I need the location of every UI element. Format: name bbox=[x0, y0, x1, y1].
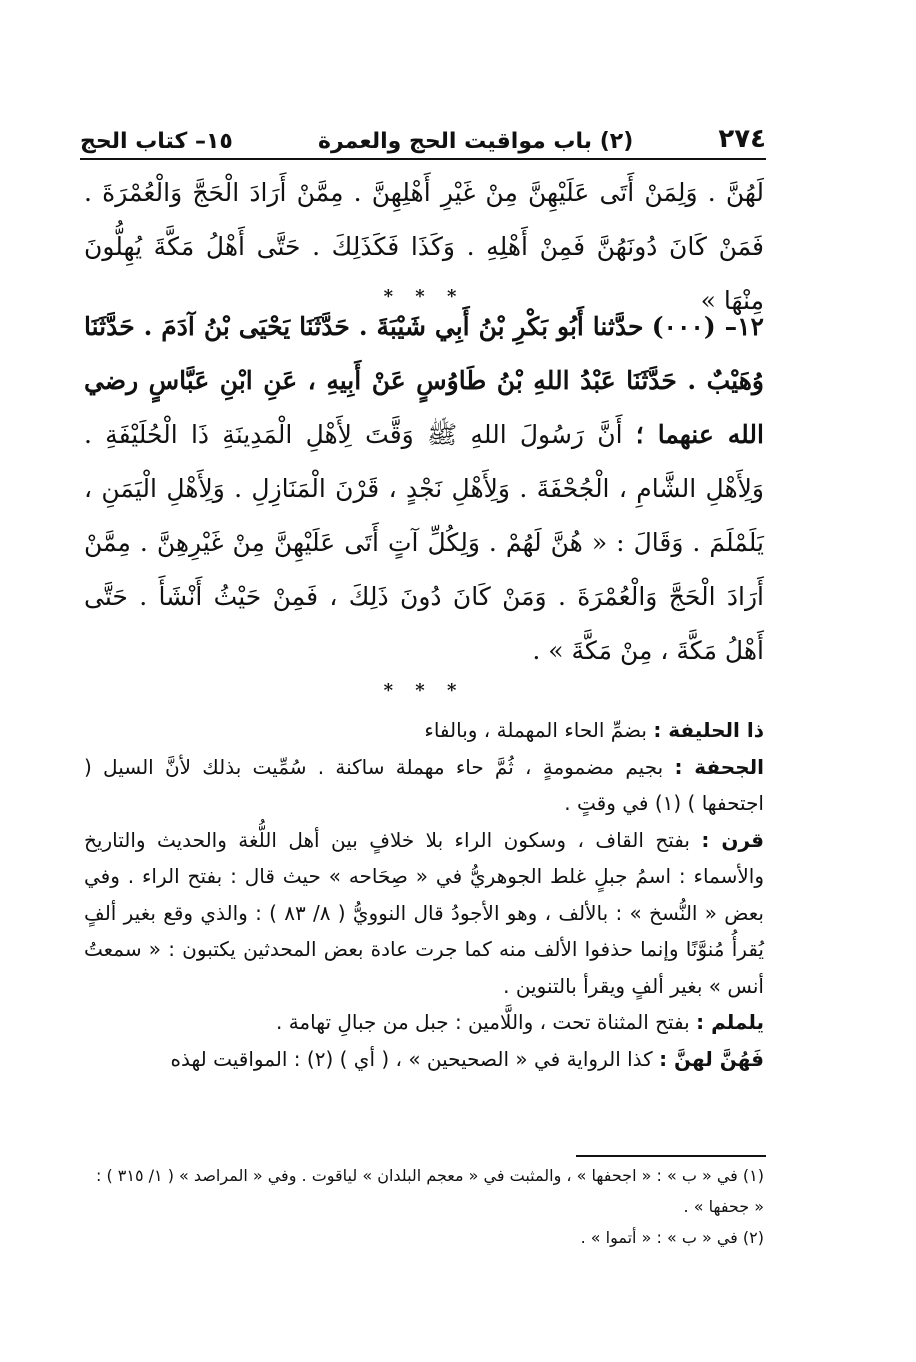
note-item bbox=[84, 712, 764, 749]
footnote-rule bbox=[576, 1155, 766, 1157]
note-text: بجيم مضمومةٍ ، ثُمَّ حاء مهملة ساكنة . سُمِّيت بذلك لأنَّ السيل ( اجتحفها ) (١) في وقتٍ . bbox=[84, 754, 764, 815]
previous-hadith-text: لَهُنَّ . وَلِمَنْ أَتَى عَلَيْهِنَّ مِنْ غَيْرِ أَهْلِهِنَّ . مِمَّنْ أَرَادَ الْحَجَّ وَالْعُمْرَةَ . فَمَنْ كَانَ دُونَهُنَّ فَمِنْ أَهْلِهِ . وَكَذَا فَكَذَلِكَ . حَتَّى أَهْلُ مَكَّةَ يُهِلُّونَ مِنْهَا » bbox=[84, 178, 764, 315]
note-term: فَهُنَّ لهنَّ : bbox=[659, 1046, 764, 1071]
note-text: كذا الرواية في « الصحيحين » ، ( أي ) (٢) : المواقيت لهذه bbox=[170, 1046, 653, 1071]
footnotes bbox=[84, 1160, 764, 1253]
note-term: ذا الحليفة : bbox=[653, 718, 764, 742]
note-item bbox=[84, 1041, 764, 1078]
note-item bbox=[84, 1004, 764, 1041]
chapter-title: (٢) باب مواقيت الحج والعمرة bbox=[317, 129, 634, 154]
hadith-matn: أَنَّ رَسُولَ اللهِ ﷺ وَقَّتَ لِأَهْلِ الْمَدِينَةِ ذَا الْحُلَيْفَةِ . وَلِأَهْلِ الشَّامِ ، الْجُحْفَةَ . وَلِأَهْلِ نَجْدٍ ، قَرْنَ الْمَنَازِلِ . وَلِأَهْلِ الْيَمَنِ ، يَلَمْلَمَ . وَقَالَ : « هُنَّ لَهُمْ . وَلِكُلِّ آتٍ أَتَى عَلَيْهِنَّ مِنْ غَيْرِهِنَّ . مِمَّنْ أَرَادَ الْحَجَّ وَالْعُمْرَةَ . وَمَنْ كَانَ دُونَ ذَلِكَ ، فَمِنْ حَيْثُ أَنْشَأَ . حَتَّى أَهْلُ مَكَّةَ ، مِنْ مَكَّةَ » . bbox=[84, 420, 764, 665]
hadith-number: ١٢– (٠٠٠) bbox=[651, 312, 764, 341]
note-text: بفتح المثناة تحت ، واللَّامين : جبل من جبالِ تهامة . bbox=[275, 1010, 690, 1034]
separator-stars: * * * bbox=[383, 680, 465, 701]
note-item bbox=[84, 749, 764, 822]
hadith-sanad: حدَّثنا أَبُو بَكْرِ بْنُ أَبِي شَيْبَةَ . حَدَّثَنَا يَحْيَى بْنُ آدَمَ . حَدَّثَنَا وُهَيْبٌ . حَدَّثَنَا عَبْدُ اللهِ بْنُ طَاوُسٍ عَنْ أَبِيهِ ، عَنِ ابْنِ عَبَّاسٍ رضي الله عنهما ؛ bbox=[84, 312, 764, 449]
book-title: ١٥– كتاب الحج bbox=[80, 129, 233, 154]
commentary-notes bbox=[84, 712, 764, 1077]
note-item bbox=[84, 822, 764, 1005]
page-header bbox=[80, 114, 766, 154]
note-text: بضمِّ الحاء المهملة ، وبالفاء bbox=[424, 718, 647, 742]
footnote-item: (٢) في « ب » : « أتموا » . bbox=[580, 1228, 764, 1247]
note-term: يلملم : bbox=[696, 1010, 764, 1034]
hadith-block bbox=[84, 300, 764, 678]
note-text: بفتح القاف ، وسكون الراء بلا خلافٍ بين أهل اللُّغة والحديث والتاريخ والأسماء : اسمُ جبلٍ غلط الجوهريُّ في « صِحَاحه » حيث قال : بفتح الراء . وفي بعض « النُّسخ » : بالألف ، وهو الأجودُ قال النوويُّ ( ٨/ ٨٣ ) : والذي وقع بغير ألفٍ يُقرأُ مُنوَّنًا وإنما حذفوا الألف منه كما جرت عادة بعض المحدثين يكتبون : « سمعتُ أنس » بغير ألفٍ ويقرأ بالتنوين . bbox=[84, 827, 764, 998]
header-rule bbox=[80, 158, 766, 160]
note-term: قرن : bbox=[701, 827, 764, 852]
separator-stars: * * * bbox=[383, 286, 465, 307]
footnote-item: (١) في « ب » : « اجحفها » ، والمثبت في « معجم البلدان » لياقوت . وفي « المراصد » ( ١/ ٣١٥ ) : « جحفها » . bbox=[95, 1166, 764, 1216]
page-number: ٢٧٤ bbox=[718, 124, 766, 154]
note-term: الجحفة : bbox=[674, 754, 764, 779]
